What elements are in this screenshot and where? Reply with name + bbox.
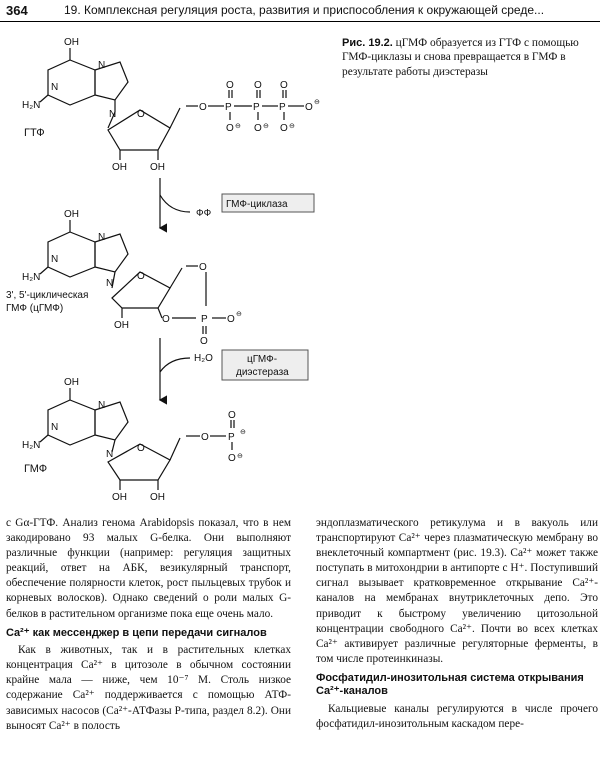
gmp-minus2: ⊖	[240, 429, 246, 436]
cgmp-n3: N	[106, 278, 114, 289]
guanine-ring-gtp	[40, 48, 128, 112]
right-paragraph-1: эндоплазматического ретикулума и в вакуоль или транспортируют Ca²⁺ через плазматическую мембрану во внеклеточный компартмент (рис. 19.3). Ca²⁺ может также поступать в митохондрии в антипорте с H⁺. Поступивший сигнал вызывает кратковременное открывание Ca²⁺-каналов на мембранах внутриклеточных депо. Это приводит к быстрому увеличению цитозольной концентрации свободного Ca²⁺. Почти во всех клетках Ca²⁺ активирует различные регуляторные ферменты, в том числе протеинкиназы.	[316, 517, 598, 665]
cgmp-oh: OH	[64, 209, 79, 220]
cgmp-minus: ⊖	[236, 311, 242, 318]
enzyme-1-label: ГМФ-циклаза	[226, 199, 288, 210]
left-heading: Ca²⁺ как мессенджер в цепи передачи сигналов	[6, 626, 267, 639]
gtp-h2n: H₂N	[22, 100, 41, 111]
gmp-o-bot: O	[228, 453, 236, 464]
gmp-n1: N	[51, 422, 59, 433]
gtp-o-top1: O	[226, 80, 234, 91]
gtp-p2: P	[253, 102, 260, 113]
byproduct-1-label: ФФ	[196, 208, 212, 219]
gtp-o-top3: O	[280, 80, 288, 91]
gmp-minus1: ⊖	[237, 453, 243, 460]
cgmp-h2n: H₂N	[22, 272, 41, 283]
right-heading: Фосфатидил-инозитольная система открывания Ca²⁺-каналов	[316, 671, 584, 698]
gtp-n2: N	[98, 60, 106, 71]
gtp-oh3: OH	[150, 162, 165, 173]
byproduct-arrow-1	[160, 195, 190, 212]
left-paragraph-2: Как в животных, так и в растительных клетках концентрация Ca²⁺ в цитозоле в обычном состоянии крайне мала — ниже, чем 10⁻⁷ M. Столь низкое содержание Ca²⁺ поддерживается с помощью АТФ-зависимых насосов (Ca²⁺-АТФазы P-типа, раздел 8.2). Они выносят Ca²⁺ в полость	[6, 644, 291, 732]
cgmp-o-bot: O	[200, 336, 208, 347]
cgmp-o-side: O	[227, 314, 235, 325]
right-column	[316, 516, 598, 732]
water-label: H₂O	[194, 353, 213, 364]
gtp-o-bot1: O	[226, 123, 234, 134]
cgmp-o1: O	[199, 262, 207, 273]
gtp-o1: O	[199, 102, 207, 113]
gmp-ring-o: O	[137, 443, 145, 454]
cgmp-n2: N	[98, 232, 106, 243]
gtp-p1: P	[225, 102, 232, 113]
gtp-oh2: OH	[112, 162, 127, 173]
enzyme-2-line2: диэстераза	[236, 367, 289, 378]
gtp-o-bot3: O	[280, 123, 288, 134]
gtp-ring-o: O	[137, 109, 145, 120]
gtp-minus3: ⊖	[289, 123, 295, 130]
gtp-minus2: ⊖	[263, 123, 269, 130]
cgmp-o2: O	[162, 314, 170, 325]
caption-label: Рис. 19.2.	[342, 37, 393, 49]
gtp-oh: OH	[64, 37, 79, 48]
gmp-n3: N	[106, 449, 114, 460]
ribose-gmp	[108, 420, 234, 490]
gmp-o1: O	[201, 432, 209, 443]
gtp-o-end: O	[305, 102, 313, 113]
cgmp-oh2: OH	[114, 320, 129, 331]
left-paragraph-1: с Gα-ГТФ. Анализ генома Arabidopsis показал, что в нем закодировано 93 малых G-белка. Они выполняют различные функции (например: регуляция защитных реакций, ответ на АБК, везикулярный транспорт, обеспечение полярности клеток, рост пыльцевых трубок и корневых волосков). Однако сведений о роли малых G-белков в растительном организме пока еще очень мало.	[6, 517, 291, 620]
cgmp-label-1: 3', 5'-циклическая	[6, 290, 89, 301]
reaction-figure	[0, 24, 600, 504]
gtp-minus4: ⊖	[314, 99, 320, 106]
gtp-label: ГТФ	[24, 127, 45, 139]
left-column	[6, 516, 291, 734]
header-rule	[0, 21, 600, 22]
page-number: 364	[6, 3, 28, 18]
gmp-n2: N	[98, 400, 106, 411]
cgmp-n1: N	[51, 254, 59, 265]
gtp-minus1: ⊖	[235, 123, 241, 130]
gtp-o-top2: O	[254, 80, 262, 91]
gmp-o-top: O	[228, 410, 236, 421]
enzyme-2-line1: цГМФ-	[247, 354, 278, 365]
gtp-p3: P	[279, 102, 286, 113]
right-paragraph-2: Кальциевые каналы регулируются в числе прочего фосфатидил-инозитольным каскадом пере-	[316, 702, 598, 731]
cgmp-ring-o: O	[137, 271, 145, 282]
gmp-label: ГМФ	[24, 463, 48, 475]
guanine-ring-gmp	[40, 388, 128, 452]
gmp-oh: OH	[64, 377, 79, 388]
gtp-n3: N	[109, 109, 117, 120]
page-header	[0, 0, 600, 24]
gmp-oh3: OH	[150, 492, 165, 503]
gmp-oh2: OH	[112, 492, 127, 503]
running-title: 19. Комплексная регуляция роста, развития и приспособления к окружающей среде...	[64, 3, 545, 17]
water-arrow-2	[160, 358, 190, 372]
caption-text: цГМФ образуется из ГТФ с помощью ГМФ-циклазы и снова превращается в ГМФ в результате работы диэстеразы	[342, 37, 579, 78]
gmp-p: P	[228, 432, 235, 443]
gtp-o-bot2: O	[254, 123, 262, 134]
cgmp-p: P	[201, 314, 208, 325]
gmp-h2n: H₂N	[22, 440, 41, 451]
cgmp-label-2: ГМФ (цГМФ)	[6, 303, 64, 314]
gtp-n1: N	[51, 82, 59, 93]
